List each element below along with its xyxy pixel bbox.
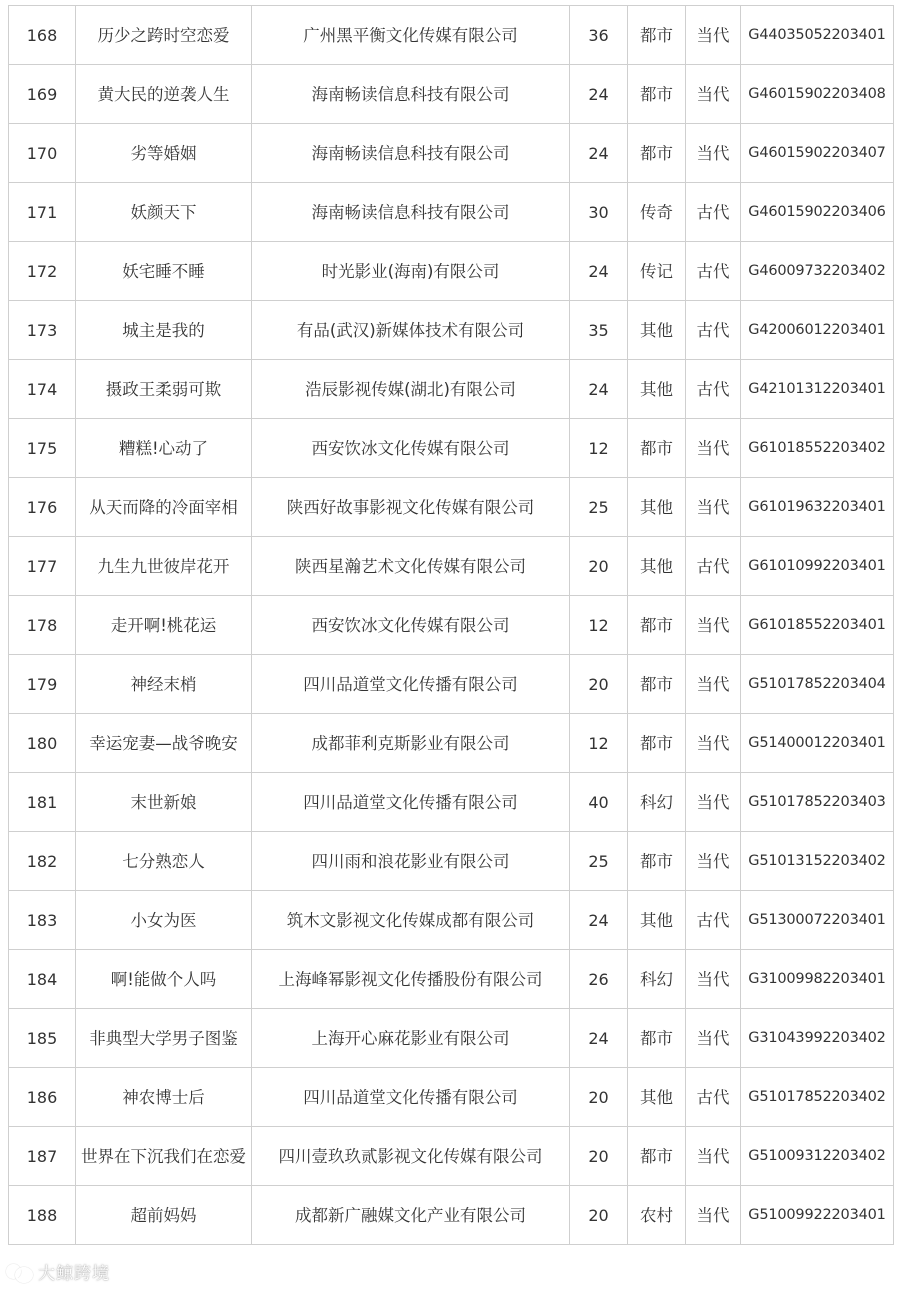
episode-count-cell: 12 bbox=[570, 596, 628, 655]
episode-count-cell: 24 bbox=[570, 124, 628, 183]
company-name-cell: 有品(武汉)新媒体技术有限公司 bbox=[252, 301, 570, 360]
drama-title-cell: 历少之跨时空恋爱 bbox=[76, 6, 252, 65]
drama-title-cell: 九生九世彼岸花开 bbox=[76, 537, 252, 596]
table-row bbox=[9, 242, 894, 301]
row-number-cell: 175 bbox=[9, 419, 76, 478]
episode-count-cell: 20 bbox=[570, 537, 628, 596]
registration-code-cell: G46015902203407 bbox=[741, 124, 894, 183]
era-cell: 当代 bbox=[686, 1127, 741, 1186]
drama-title-cell: 走开啊!桃花运 bbox=[76, 596, 252, 655]
era-cell: 古代 bbox=[686, 537, 741, 596]
genre-cell: 其他 bbox=[628, 1068, 686, 1127]
table-row bbox=[9, 773, 894, 832]
row-number-cell: 176 bbox=[9, 478, 76, 537]
drama-title-cell: 超前妈妈 bbox=[76, 1186, 252, 1245]
era-cell: 当代 bbox=[686, 950, 741, 1009]
genre-cell: 都市 bbox=[628, 65, 686, 124]
genre-cell: 农村 bbox=[628, 1186, 686, 1245]
drama-title-cell: 啊!能做个人吗 bbox=[76, 950, 252, 1009]
row-number-cell: 180 bbox=[9, 714, 76, 773]
whale-logo-icon bbox=[6, 1262, 32, 1282]
drama-title-cell: 末世新娘 bbox=[76, 773, 252, 832]
company-name-cell: 四川壹玖玖贰影视文化传媒有限公司 bbox=[252, 1127, 570, 1186]
table-row bbox=[9, 832, 894, 891]
drama-title-cell: 小女为医 bbox=[76, 891, 252, 950]
company-name-cell: 上海开心麻花影业有限公司 bbox=[252, 1009, 570, 1068]
drama-title-cell: 世界在下沉我们在恋爱 bbox=[76, 1127, 252, 1186]
records-table bbox=[8, 5, 894, 1245]
row-number-cell: 187 bbox=[9, 1127, 76, 1186]
registration-code-cell: G61018552203401 bbox=[741, 596, 894, 655]
episode-count-cell: 26 bbox=[570, 950, 628, 1009]
genre-cell: 都市 bbox=[628, 832, 686, 891]
row-number-cell: 177 bbox=[9, 537, 76, 596]
drama-title-cell: 糟糕!心动了 bbox=[76, 419, 252, 478]
drama-title-cell: 妖宅睡不睡 bbox=[76, 242, 252, 301]
era-cell: 当代 bbox=[686, 1186, 741, 1245]
company-name-cell: 时光影业(海南)有限公司 bbox=[252, 242, 570, 301]
table-row bbox=[9, 596, 894, 655]
drama-title-cell: 妖颜天下 bbox=[76, 183, 252, 242]
company-name-cell: 浩辰影视传媒(湖北)有限公司 bbox=[252, 360, 570, 419]
registration-code-cell: G31009982203401 bbox=[741, 950, 894, 1009]
registration-code-cell: G61010992203401 bbox=[741, 537, 894, 596]
genre-cell: 其他 bbox=[628, 478, 686, 537]
registration-code-cell: G51017852203402 bbox=[741, 1068, 894, 1127]
company-name-cell: 西安饮冰文化传媒有限公司 bbox=[252, 596, 570, 655]
episode-count-cell: 12 bbox=[570, 714, 628, 773]
table-row bbox=[9, 183, 894, 242]
genre-cell: 传奇 bbox=[628, 183, 686, 242]
era-cell: 当代 bbox=[686, 124, 741, 183]
era-cell: 当代 bbox=[686, 714, 741, 773]
table-row bbox=[9, 6, 894, 65]
genre-cell: 都市 bbox=[628, 1127, 686, 1186]
company-name-cell: 海南畅读信息科技有限公司 bbox=[252, 65, 570, 124]
drama-title-cell: 黄大民的逆袭人生 bbox=[76, 65, 252, 124]
episode-count-cell: 24 bbox=[570, 242, 628, 301]
records-table-body bbox=[9, 6, 894, 1245]
era-cell: 当代 bbox=[686, 596, 741, 655]
registration-code-cell: G61018552203402 bbox=[741, 419, 894, 478]
episode-count-cell: 40 bbox=[570, 773, 628, 832]
registration-code-cell: G51300072203401 bbox=[741, 891, 894, 950]
registration-code-cell: G51400012203401 bbox=[741, 714, 894, 773]
company-name-cell: 广州黑平衡文化传媒有限公司 bbox=[252, 6, 570, 65]
era-cell: 古代 bbox=[686, 360, 741, 419]
registration-code-cell: G51009312203402 bbox=[741, 1127, 894, 1186]
episode-count-cell: 25 bbox=[570, 832, 628, 891]
table-row bbox=[9, 1009, 894, 1068]
row-number-cell: 184 bbox=[9, 950, 76, 1009]
era-cell: 古代 bbox=[686, 183, 741, 242]
genre-cell: 其他 bbox=[628, 360, 686, 419]
row-number-cell: 178 bbox=[9, 596, 76, 655]
registration-code-cell: G46009732203402 bbox=[741, 242, 894, 301]
episode-count-cell: 20 bbox=[570, 655, 628, 714]
episode-count-cell: 24 bbox=[570, 1009, 628, 1068]
table-row bbox=[9, 124, 894, 183]
genre-cell: 都市 bbox=[628, 655, 686, 714]
episode-count-cell: 24 bbox=[570, 891, 628, 950]
row-number-cell: 179 bbox=[9, 655, 76, 714]
drama-title-cell: 幸运宠妻—战爷晚安 bbox=[76, 714, 252, 773]
episode-count-cell: 36 bbox=[570, 6, 628, 65]
era-cell: 当代 bbox=[686, 478, 741, 537]
table-row bbox=[9, 655, 894, 714]
genre-cell: 其他 bbox=[628, 301, 686, 360]
row-number-cell: 182 bbox=[9, 832, 76, 891]
era-cell: 当代 bbox=[686, 65, 741, 124]
company-name-cell: 四川品道堂文化传播有限公司 bbox=[252, 655, 570, 714]
table-row bbox=[9, 360, 894, 419]
watermark bbox=[6, 1259, 110, 1284]
table-row bbox=[9, 1068, 894, 1127]
row-number-cell: 168 bbox=[9, 6, 76, 65]
registration-code-cell: G42006012203401 bbox=[741, 301, 894, 360]
table-row bbox=[9, 1127, 894, 1186]
genre-cell: 其他 bbox=[628, 537, 686, 596]
genre-cell: 都市 bbox=[628, 714, 686, 773]
row-number-cell: 174 bbox=[9, 360, 76, 419]
row-number-cell: 170 bbox=[9, 124, 76, 183]
episode-count-cell: 24 bbox=[570, 65, 628, 124]
drama-title-cell: 七分熟恋人 bbox=[76, 832, 252, 891]
row-number-cell: 183 bbox=[9, 891, 76, 950]
era-cell: 当代 bbox=[686, 773, 741, 832]
genre-cell: 科幻 bbox=[628, 950, 686, 1009]
era-cell: 当代 bbox=[686, 1009, 741, 1068]
row-number-cell: 171 bbox=[9, 183, 76, 242]
episode-count-cell: 20 bbox=[570, 1186, 628, 1245]
episode-count-cell: 25 bbox=[570, 478, 628, 537]
company-name-cell: 成都菲利克斯影业有限公司 bbox=[252, 714, 570, 773]
registration-code-cell: G42101312203401 bbox=[741, 360, 894, 419]
company-name-cell: 上海峰幂影视文化传播股份有限公司 bbox=[252, 950, 570, 1009]
genre-cell: 其他 bbox=[628, 891, 686, 950]
genre-cell: 科幻 bbox=[628, 773, 686, 832]
table-row bbox=[9, 419, 894, 478]
registration-code-cell: G51009922203401 bbox=[741, 1186, 894, 1245]
era-cell: 当代 bbox=[686, 419, 741, 478]
genre-cell: 都市 bbox=[628, 596, 686, 655]
company-name-cell: 成都新广融媒文化产业有限公司 bbox=[252, 1186, 570, 1245]
drama-title-cell: 从天而降的冷面宰相 bbox=[76, 478, 252, 537]
era-cell: 古代 bbox=[686, 1068, 741, 1127]
episode-count-cell: 12 bbox=[570, 419, 628, 478]
table-row bbox=[9, 301, 894, 360]
drama-title-cell: 神经末梢 bbox=[76, 655, 252, 714]
era-cell: 当代 bbox=[686, 655, 741, 714]
genre-cell: 都市 bbox=[628, 419, 686, 478]
registration-code-cell: G46015902203406 bbox=[741, 183, 894, 242]
registration-code-cell: G61019632203401 bbox=[741, 478, 894, 537]
drama-title-cell: 非典型大学男子图鉴 bbox=[76, 1009, 252, 1068]
table-row bbox=[9, 478, 894, 537]
company-name-cell: 四川雨和浪花影业有限公司 bbox=[252, 832, 570, 891]
registration-code-cell: G51017852203403 bbox=[741, 773, 894, 832]
era-cell: 古代 bbox=[686, 301, 741, 360]
company-name-cell: 海南畅读信息科技有限公司 bbox=[252, 183, 570, 242]
episode-count-cell: 24 bbox=[570, 360, 628, 419]
company-name-cell: 西安饮冰文化传媒有限公司 bbox=[252, 419, 570, 478]
genre-cell: 传记 bbox=[628, 242, 686, 301]
era-cell: 当代 bbox=[686, 6, 741, 65]
company-name-cell: 四川品道堂文化传播有限公司 bbox=[252, 1068, 570, 1127]
company-name-cell: 四川品道堂文化传播有限公司 bbox=[252, 773, 570, 832]
era-cell: 当代 bbox=[686, 832, 741, 891]
registration-code-cell: G44035052203401 bbox=[741, 6, 894, 65]
watermark-text: 大鲸跨境 bbox=[38, 1264, 110, 1284]
row-number-cell: 186 bbox=[9, 1068, 76, 1127]
drama-title-cell: 城主是我的 bbox=[76, 301, 252, 360]
company-name-cell: 陕西星瀚艺术文化传媒有限公司 bbox=[252, 537, 570, 596]
row-number-cell: 172 bbox=[9, 242, 76, 301]
episode-count-cell: 30 bbox=[570, 183, 628, 242]
company-name-cell: 筑木文影视文化传媒成都有限公司 bbox=[252, 891, 570, 950]
drama-title-cell: 劣等婚姻 bbox=[76, 124, 252, 183]
era-cell: 古代 bbox=[686, 891, 741, 950]
drama-title-cell: 神农博士后 bbox=[76, 1068, 252, 1127]
registration-code-cell: G51017852203404 bbox=[741, 655, 894, 714]
genre-cell: 都市 bbox=[628, 1009, 686, 1068]
table-row bbox=[9, 537, 894, 596]
table-row bbox=[9, 714, 894, 773]
registration-code-cell: G46015902203408 bbox=[741, 65, 894, 124]
row-number-cell: 181 bbox=[9, 773, 76, 832]
table-row bbox=[9, 1186, 894, 1245]
table-row bbox=[9, 950, 894, 1009]
episode-count-cell: 20 bbox=[570, 1127, 628, 1186]
registration-code-cell: G31043992203402 bbox=[741, 1009, 894, 1068]
row-number-cell: 169 bbox=[9, 65, 76, 124]
row-number-cell: 185 bbox=[9, 1009, 76, 1068]
genre-cell: 都市 bbox=[628, 124, 686, 183]
registration-code-cell: G51013152203402 bbox=[741, 832, 894, 891]
company-name-cell: 陕西好故事影视文化传媒有限公司 bbox=[252, 478, 570, 537]
episode-count-cell: 35 bbox=[570, 301, 628, 360]
table-row bbox=[9, 891, 894, 950]
table-row bbox=[9, 65, 894, 124]
genre-cell: 都市 bbox=[628, 6, 686, 65]
company-name-cell: 海南畅读信息科技有限公司 bbox=[252, 124, 570, 183]
row-number-cell: 173 bbox=[9, 301, 76, 360]
episode-count-cell: 20 bbox=[570, 1068, 628, 1127]
era-cell: 古代 bbox=[686, 242, 741, 301]
drama-title-cell: 摄政王柔弱可欺 bbox=[76, 360, 252, 419]
row-number-cell: 188 bbox=[9, 1186, 76, 1245]
